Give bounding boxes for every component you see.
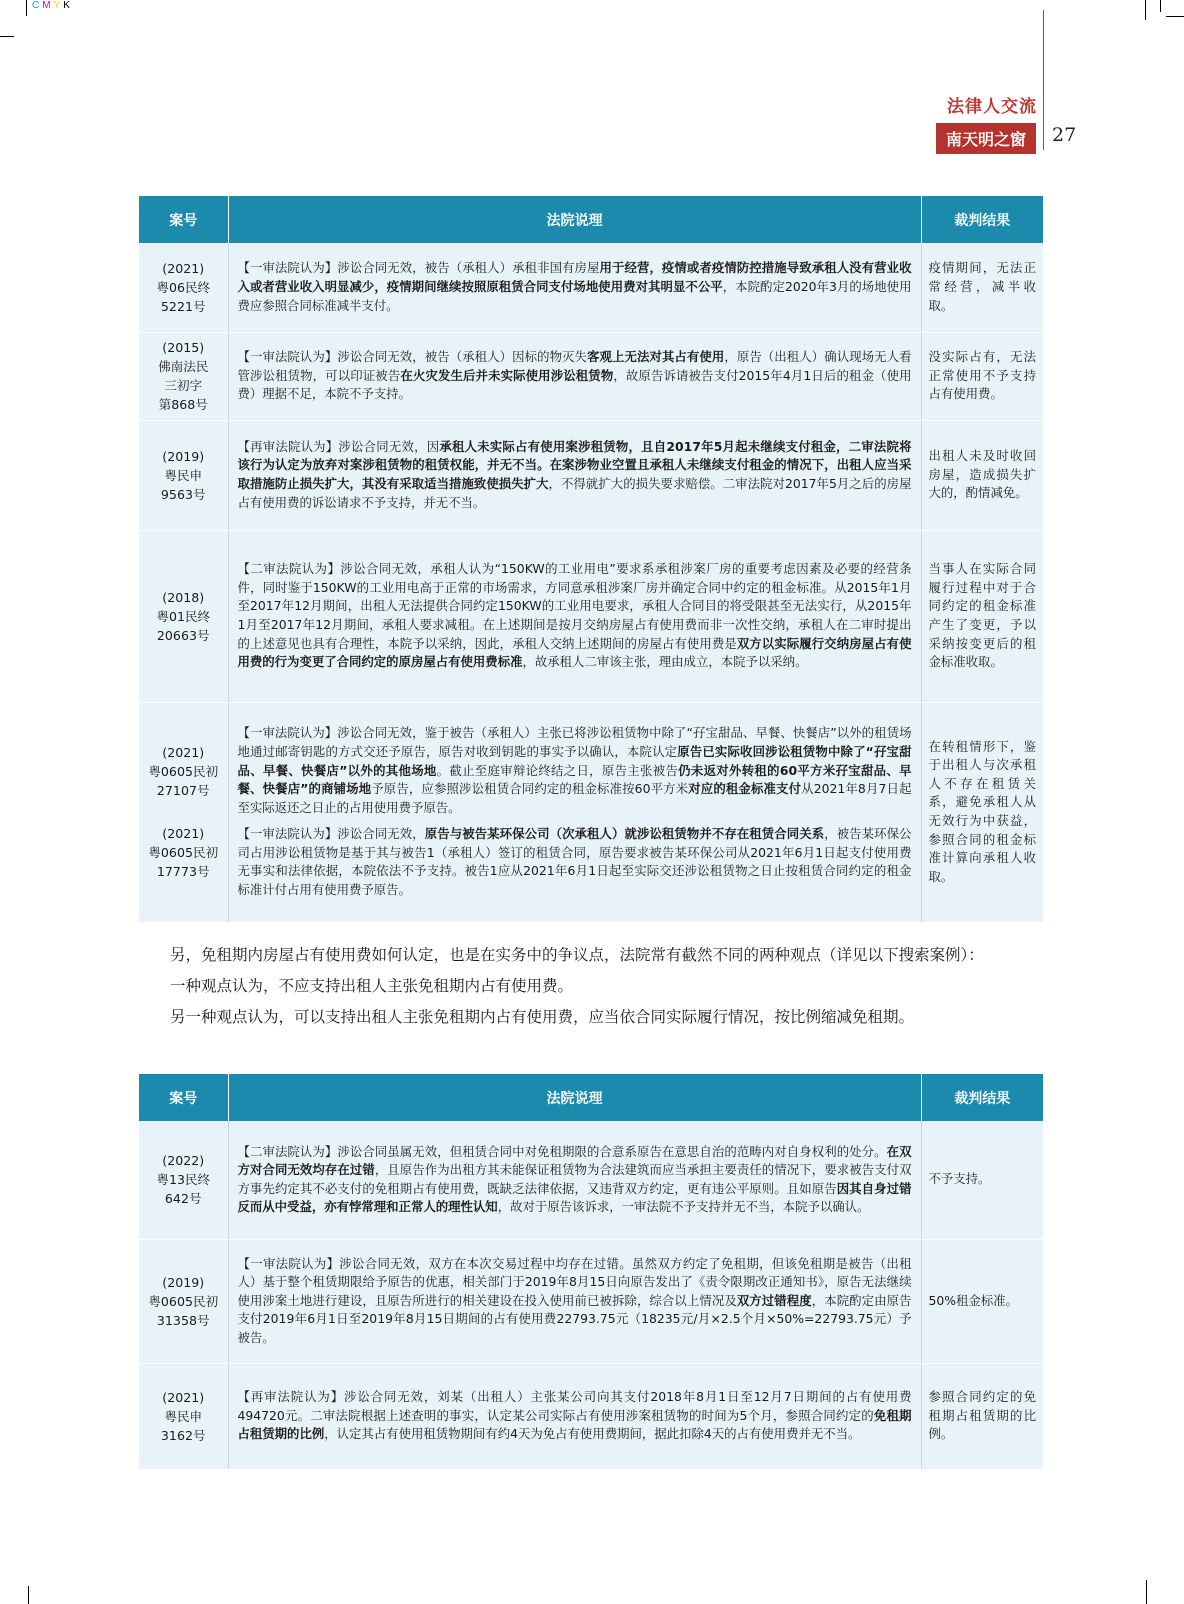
court-reasoning-a xyxy=(238,724,912,817)
header-case-no: 案号 xyxy=(139,196,228,243)
court-reasoning-pair xyxy=(228,702,921,922)
case-number-line: 粤0605民初 xyxy=(148,764,219,779)
cmyk-print-mark xyxy=(32,0,73,11)
reasoning-text: 【再审法院认为】涉讼合同无效，因 xyxy=(237,438,440,454)
reasoning-text: ，被告某环保公司占用涉讼租赁物是基于其与被告1（承租人）签订的租赁合同，原告要求被告某环保公司从2021年6月1日起支付使用费无事实和法律依据，本院依法不予支持。被告1应从2021年6月1日起至实际交还涉讼租赁物之日止按租赁合同约定的租金标准计付占用有使用费予原告。 xyxy=(237,826,912,898)
emphasis-text: 在双方对合同无效均存在过错 xyxy=(237,1143,912,1178)
court-reasoning xyxy=(228,1121,921,1239)
cmyk-m: M xyxy=(42,0,54,11)
crop-mark-tl-v xyxy=(26,0,27,16)
case-number-line: (2021) xyxy=(162,260,205,276)
reasoning-text: ，不得就扩大的损失要求赔偿。二审法院对2017年5月之后的房屋占有使用费的诉讼请求不予支持，并无不当。 xyxy=(237,476,912,510)
crop-mark-tr-h xyxy=(1166,16,1184,17)
reasoning-text: 【一审法院认为】涉讼合同无效，双方在本次交易过程中均存在过错。虽然双方约定了免租期，但该免租期是被告（出租人）基于整个租赁期限给予原告的优惠，相关部门于2019年8月15日向原告发出了《责令限期改正通知书》，原告无法继续使用涉案土地进行建设，且原告所进行的相关建设在投入使用前已被拆除，综合以上情况及 xyxy=(237,1255,912,1308)
case-number-line: 粤06民终 xyxy=(156,279,211,295)
reasoning-text: 予原告，应参照涉讼租赁合同约定的租金标准按60平方米 xyxy=(371,781,689,797)
reasoning-text: 【一审法院认为】涉讼合同无效，被告（承租人）承租非国有房屋 xyxy=(237,260,600,276)
emphasis-text: 客观上无法对其占有使用 xyxy=(587,349,725,365)
case-number-line: 3162号 xyxy=(160,1427,206,1443)
court-reasoning-b xyxy=(238,825,912,899)
court-reasoning xyxy=(228,243,921,332)
crop-mark-tl-h xyxy=(0,36,14,37)
body-text xyxy=(139,942,1043,1035)
emphasis-text: 在火灾发生后并未实际使用涉讼租赁物 xyxy=(400,367,614,383)
reasoning-text: ，本院酌定由原告支付2019年6月1日至2019年8月15日期间的占有使用费22793.75元（18235元/月×2.5个月×50%=22793.75元）予被告。 xyxy=(237,1292,912,1345)
case-number-b xyxy=(141,812,226,893)
case-number-line: (2021) xyxy=(162,745,205,760)
case-number-line: (2021) xyxy=(162,826,205,841)
case-number-line: 三初字 xyxy=(164,378,203,393)
emphasis-text: 双方以实际履行交纳房屋占有使用费的行为变更了合同约定的原房屋占有使用费标准 xyxy=(237,635,912,670)
emphasis-text: 对应的租金标准支付 xyxy=(688,781,802,797)
case-number-line: 31358号 xyxy=(156,1312,210,1328)
judgment-result: 当事人在实际合同履行过程中对于合同约定的租金标准产生了变更，予以采纳按变更后的租金标准收取。 xyxy=(921,530,1043,702)
reasoning-text: ，故对于原告该诉求，一审法院不予支持并无不当，本院予以确认。 xyxy=(497,1199,870,1215)
case-table-2 xyxy=(139,1074,1043,1470)
table-row xyxy=(139,332,1043,420)
judgment-result: 50%租金标准。 xyxy=(921,1239,1043,1363)
case-number-line: 第868号 xyxy=(158,397,208,412)
case-number xyxy=(139,1121,228,1239)
paragraph-view-two: 另一种观点认为，可以支持出租人主张免租期内占有使用费，应当依合同实际履行情况，按比例缩减免租期。 xyxy=(170,1008,915,1026)
case-number-pair xyxy=(139,702,228,922)
judgment-result: 参照合同约定的免租期占租赁期的比例。 xyxy=(921,1363,1043,1469)
court-reasoning xyxy=(228,1239,921,1363)
crop-mark-tr-v2 xyxy=(1145,0,1146,20)
crop-mark-tr-v xyxy=(1160,0,1161,12)
case-number xyxy=(139,1239,228,1363)
reasoning-text: 【一审法院认为】涉讼合同无效，被告（承租人）因标的物灭失 xyxy=(237,349,588,365)
table-row xyxy=(139,243,1043,332)
reasoning-text: ，认定其占有使用租赁物期间有约4天为免占有使用费期间，据此扣除4天的占有使用费并无不当。 xyxy=(324,1426,861,1442)
case-number-line: 粤13民终 xyxy=(156,1172,211,1188)
case-table-1 xyxy=(139,196,1043,923)
reasoning-text: 【二审法院认为】涉讼合同无效，承租人认为“150KW的工业用电”要求系承租涉案厂房的重要考虑因素及必要的经营条件，同时鉴于150KW的工业用电高于正常的市场需求，方同意承租涉案厂房并确定合同中约定的租金标准。从2015年1月至2017年12月期间，出租人无法提供合同约定150KW的工业用电要求，承租人合同目的将受限甚至无法实行，从2015年1月至2017年12月期间，承租人要求减租。在上述期间是按月交纳房屋占有使用费而非一次性交纳，承租人在二审时提出的上述意见也具有合理性，本院予以采纳，因此，承租人交纳上述期间的房屋占有使用费是 xyxy=(237,561,912,651)
emphasis-text: 原告与被告某环保公司（次承租人）就涉讼租赁物并不存在租赁合同关系 xyxy=(424,826,825,842)
case-number-line: 粤0605民初 xyxy=(148,1293,219,1309)
reasoning-text: 【一审法院认为】涉讼合同无效，鉴于被告（承租人）主张已将涉讼租赁物中除了“孖宝甜品、早餐、快餐店”以外的租赁场地通过邮寄钥匙的方式交还予原告，原告对收到钥匙的事实予以确认，本院认定 xyxy=(237,725,912,759)
reasoning-text: 【二审法院认为】涉讼合同虽属无效，但租赁合同中对免租期限的合意系原告在意思自治的范畴内对自身权利的处分。 xyxy=(237,1143,887,1159)
emphasis-text: 用于经营，疫情或者疫情防控措施导致承租人没有营业收入或者营业收入明显减少，疫情期间继续按照原租赁合同支付场地使用费对其明显不公平 xyxy=(237,260,912,294)
paragraph-view-one: 一种观点认为，不应支持出租人主张免租期内占有使用费。 xyxy=(170,977,574,995)
reasoning-text: 【再审法院认为】涉讼合同无效，刘某（出租人）主张某公司向其支付2018年8月1日至12月7日期间的占有使用费494720元。二审法院根据上述查明的事实，认定某公司实际占有使用涉案租赁物的时间为5个月，参照合同约定的 xyxy=(237,1389,912,1423)
column-badge: 南天明之窗 xyxy=(936,123,1036,154)
emphasis-text: 因其自身过错反而从中受益，亦有悖常理和正常人的理性认知 xyxy=(237,1180,912,1215)
case-number-line: 642号 xyxy=(164,1191,202,1207)
case-number-line: (2022) xyxy=(162,1153,205,1169)
table-header-row xyxy=(139,1074,1043,1121)
cmyk-k: K xyxy=(63,0,73,11)
case-number xyxy=(139,243,228,332)
case-number-line: 粤民申 xyxy=(164,467,203,483)
table-row xyxy=(139,1363,1043,1469)
header-case-no: 案号 xyxy=(139,1074,228,1121)
reasoning-text: ，故承租人二审该主张，理由成立，本院予以采纳。 xyxy=(522,654,808,670)
reasoning-text: ，原告（出租人）确认现场无人看管涉讼租赁物，可以印证被告 xyxy=(237,349,912,383)
header-result: 裁判结果 xyxy=(921,196,1043,243)
case-number-line: 粤0605民初 xyxy=(148,845,219,860)
crop-mark-bl-v xyxy=(28,1586,29,1604)
case-number xyxy=(139,332,228,420)
case-number-line: 粤01民终 xyxy=(156,608,211,624)
table-header-row xyxy=(139,196,1043,243)
cmyk-c: C xyxy=(32,0,43,11)
case-number-line: 27107号 xyxy=(156,783,210,798)
reasoning-text: ，且原告作为出租方其未能保证租赁物为合法建筑而应当承担主要责任的情况下，要求被告支付双方事先约定其不必支付的免租期占有使用费，既缺乏法律依据，又违背双方约定，更有违公平原则。且如原告 xyxy=(237,1162,912,1196)
court-reasoning xyxy=(228,420,921,530)
reasoning-text: 从2021年8月7日起至实际返还之日止的占用使用费予原告。 xyxy=(237,781,912,815)
case-number-line: 佛南法民 xyxy=(158,359,209,374)
judgment-result: 在转租情形下，鉴于出租人与次承租人不存在租赁关系，避免承租人从无效行为中获益，参照合同的租金标准计算向承租人收取。 xyxy=(921,702,1043,922)
emphasis-text: 双方过错程度 xyxy=(736,1292,812,1308)
emphasis-text: 免租期占租赁期的比例 xyxy=(237,1407,912,1442)
case-number xyxy=(139,420,228,530)
judgment-result: 疫情期间，无法正常经营，减半收取。 xyxy=(921,243,1043,332)
case-number-line: 20663号 xyxy=(156,627,210,643)
table-row xyxy=(139,1239,1043,1363)
page-number: 27 xyxy=(1052,124,1077,146)
judgment-result: 没实际占有，无法正常使用不予支持占有使用费。 xyxy=(921,332,1043,420)
header-reasoning: 法院说理 xyxy=(228,196,921,243)
court-reasoning xyxy=(228,530,921,702)
reasoning-text: ，本院酌定2020年3月的场地使用费应参照合同标准减半支付。 xyxy=(237,278,912,313)
case-number-line: (2018) xyxy=(162,589,205,605)
section-title: 法律人交流 xyxy=(947,97,1037,117)
case-number-line: (2019) xyxy=(162,1274,205,1290)
case-number-line: 5221号 xyxy=(160,298,206,314)
case-number-line: (2019) xyxy=(162,448,205,464)
court-reasoning xyxy=(228,332,921,420)
table-row xyxy=(139,530,1043,702)
reasoning-text: 。截止至庭审辩论终结之日，原告主张被告 xyxy=(436,762,679,778)
header-result: 裁判结果 xyxy=(921,1074,1043,1121)
emphasis-text: 承租人未实际占有使用案涉租赁物，且自2017年5月起未继续支付租金，二审法院将该行为认定为放弃对案涉租赁物的租赁权能，并无不当。在案涉物业空置且承租人未继续支付租金的情况下，出租人应当采取措施防止损失扩大，其没有采取适当措施致使损失扩大 xyxy=(237,438,912,491)
table-row xyxy=(139,702,1043,922)
cmyk-y: Y xyxy=(53,0,64,11)
case-number-line: 粤民申 xyxy=(164,1408,203,1424)
case-number-line: 9563号 xyxy=(160,486,206,502)
crop-mark-br-v xyxy=(1146,1580,1147,1604)
case-number-line: (2021) xyxy=(162,1389,205,1405)
table-row xyxy=(139,1121,1043,1239)
judgment-result: 不予支持。 xyxy=(921,1121,1043,1239)
case-number-line: (2015) xyxy=(162,340,205,355)
paragraph-free-rent-dispute: 另，免租期内房屋占有使用费如何认定，也是在实务中的争议点，法院常有截然不同的两种观点（详见以下搜索案例）： xyxy=(170,946,984,964)
header-reasoning: 法院说理 xyxy=(228,1074,921,1121)
case-number xyxy=(139,1363,228,1469)
case-number-a xyxy=(141,731,226,812)
emphasis-text: 仍未返对外转租的60平方米孖宝甜品、早餐、快餐店”的商铺场地 xyxy=(237,762,912,797)
header-divider xyxy=(1043,10,1044,150)
table-row xyxy=(139,420,1043,530)
reasoning-text: 【一审法院认为】涉讼合同无效， xyxy=(237,826,425,842)
reasoning-text: ，故原告诉请被告支付2015年4月1日后的租金（使用费）理据不足，本院不予支持。 xyxy=(237,367,912,402)
case-number-line: 17773号 xyxy=(156,864,210,879)
case-number xyxy=(139,530,228,702)
court-reasoning xyxy=(228,1363,921,1469)
judgment-result: 出租人未及时收回房屋，造成损失扩大的，酌情减免。 xyxy=(921,420,1043,530)
emphasis-text: 原告已实际收回涉讼租赁物中除了“孖宝甜品、早餐、快餐店”以外的其他场地 xyxy=(237,743,912,778)
